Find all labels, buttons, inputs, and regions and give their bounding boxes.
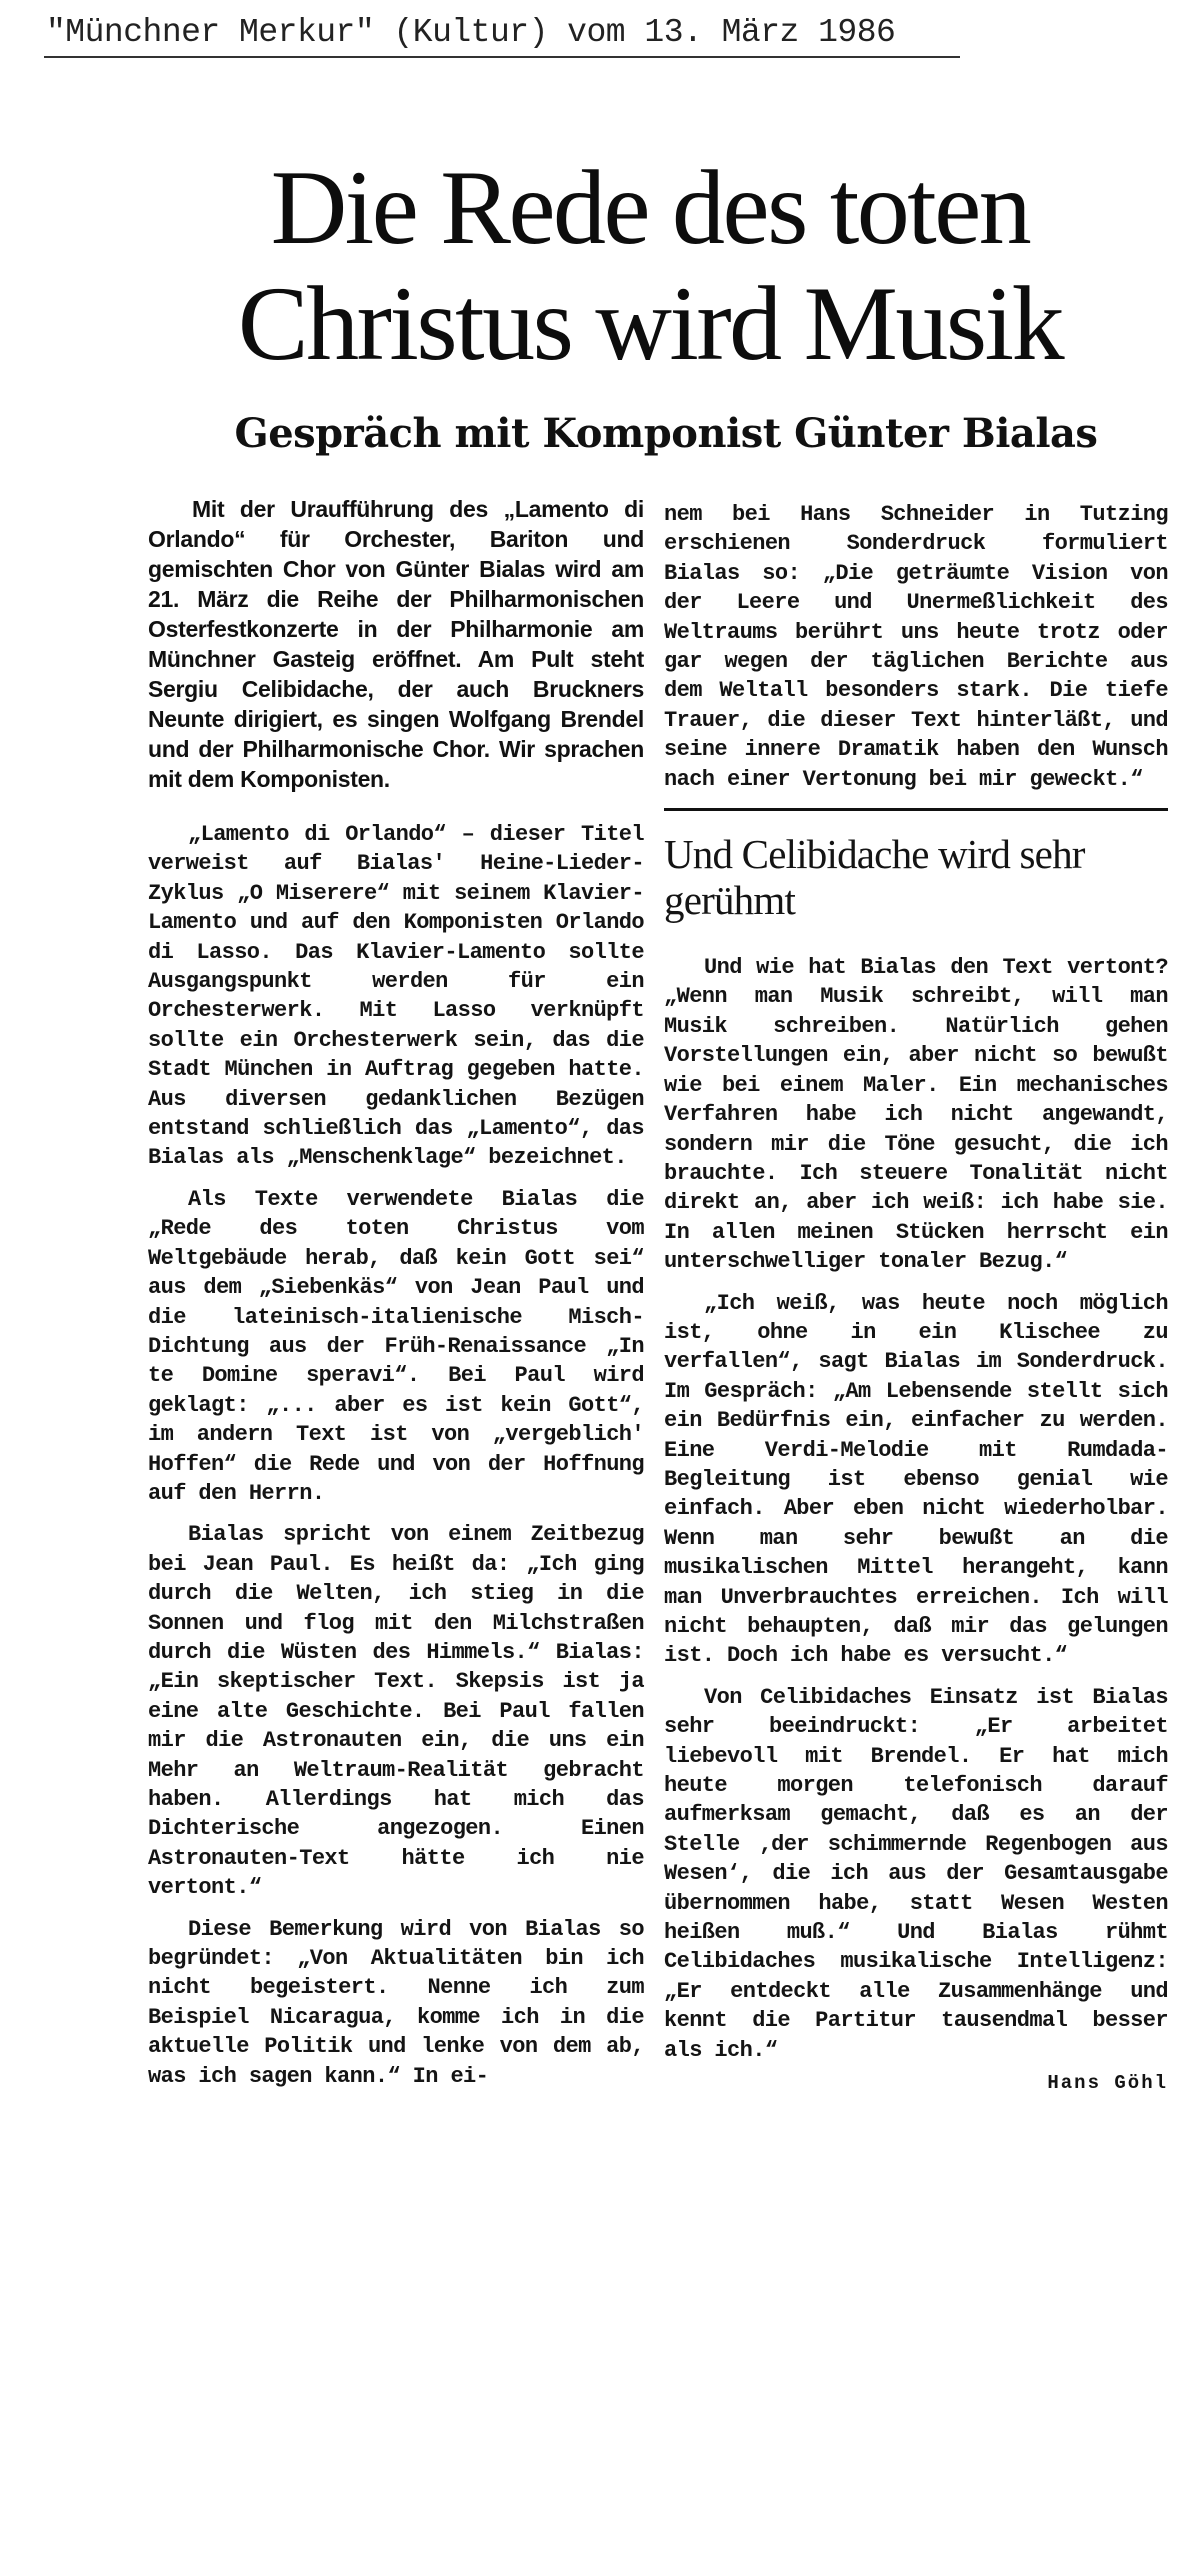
body-paragraph: Bialas spricht von einem Zeitbezug bei Jean Paul. Es heißt da: „Ich ging durch die Welten, ich stieg in die Sonnen und flog mit den Milchstraßen durch die Wüsten des Himmels.“ Bialas: „Ein skeptischer Text. Skepsis ist ja eine alte Geschichte. Bei Paul fallen mir die Astronauten ein, die uns ein Mehr an Weltraum-Realität gebracht haben. Allerdings hat mich das Dichterische angezogen. Einen Astronauten-Text hätte ich nie vertont.“ xyxy=(148,1522,644,1901)
section-divider xyxy=(664,808,1168,811)
body-paragraph: Von Celibidaches Einsatz ist Bialas sehr beeindruckt: „Er arbeitet liebevoll mit Brendel. Er hat mich heute morgen telefonisch darauf aufmerksam gemacht, daß es an der Stelle ‚der schimmernde Regenbogen aus Wesen‘, die ich aus der Gesamtausgabe übernommen habe, statt Wesen Westen heißen muß.“ Und Bialas rühmt Celibidaches musikalische Intelligenz: „Er entdeckt alle Zusammenhänge und kennt die Partitur tausendmal besser als ich.“ xyxy=(664,1684,1168,2063)
left-column xyxy=(148,820,644,2103)
section-heading: Und Celibidache wird sehr gerühmt xyxy=(664,831,1085,924)
right-column xyxy=(664,500,1168,2099)
body-paragraph: „Lamento di Orlando“ – dieser Titel verweist auf Bialas' Heine-Lieder-Zyklus „O Miserere“ mit seinem Klavier-Lamento und auf den Komponisten Orlando di Lasso. Das Klavier-Lamento sollte Ausgangspunkt werden für ein Orchesterwerk. Mit Lasso verknüpft sollte ein Orchesterwerk sein, das die Stadt München in Auftrag gegeben hatte. Aus diversen gedanklichen Bezügen entstand schließlich das „Lamento“, das Bialas als „Menschenklage“ bezeichnet. xyxy=(148,822,644,1171)
author-byline: Hans Göhl xyxy=(1047,2072,1168,2095)
body-paragraph: nem bei Hans Schneider in Tutzing erschienen Sonderdruck formuliert Bialas so: „Die geträumte Vision von der Leere und Unermeßlichkeit des Weltraums berührt uns heute trotz oder gar wegen der täglichen Berichte aus dem Weltall besonders stark. Die tiefe Trauer, die dieser Text hinterläßt, und seine innere Dramatik haben den Wunsch nach einer Vertonung bei mir geweckt.“ xyxy=(664,502,1168,792)
subtitle: Gespräch mit Komponist Günter Bialas xyxy=(234,410,1098,457)
source-underline xyxy=(44,56,960,58)
body-paragraph: Und wie hat Bialas den Text vertont? „Wenn man Musik schreibt, will man Musik schreiben. Natürlich gehen Vorstellungen ein, aber nicht so bewußt wie bei einem Maler. Ein mechanisches Verfahren habe ich nicht angewandt, sondern mir die Töne gesucht, die ich brauchte. Ich steuere Tonalität nicht direkt an, aber ich weiß: ich habe sie. In allen meinen Stücken herrscht ein unterschwelliger tonaler Bezug.“ xyxy=(664,955,1168,1275)
body-paragraph: Als Texte verwendete Bialas die „Rede des toten Christus vom Weltgebäude herab, daß kein Gott sei“ aus dem „Siebenkäs“ von Jean Paul und die lateinisch-italienische Misch-Dichtung aus der Früh-Renaissance „In te Domine speravi“. Bei Paul wird geklagt: „... aber es ist kein Gott“, im andern Text ist von „vergeblich' Hoffen“ die Rede und von der Hoffnung auf den Herrn. xyxy=(148,1186,644,1506)
body-paragraph: „Ich weiß, was heute noch möglich ist, ohne in ein Klischee zu verfallen“, sagt Bialas im Sonderdruck. Im Gespräch: „Am Lebensende stellt sich ein Bedürfnis ein, einfacher zu werden. Eine Verdi-Melodie mit Rumdada-Begleitung ist ebenso genial wie einfach. Aber eben nicht wiederholbar. Wenn man sehr bewußt an die musikalischen Mittel herangeht, kann man Unverbrauchtes erreichen. Ich will nicht behaupten, daß mir das gelungen ist. Doch ich habe es versucht.“ xyxy=(664,1290,1168,1669)
intro-paragraph: Mit der Uraufführung des „Lamento di Orlando“ für Orchester, Bariton und gemischten Chor von Günter Bialas wird am 21. März die Reihe der Philharmonischen Osterfestkonzerte in der Philharmonie am Münchner Gasteig eröffnet. Am Pult steht Sergiu Celibidache, der auch Bruckners Neunte dirigiert, es singen Wolfgang Brendel und der Philharmonische Chor. Wir sprachen mit dem Komponisten. xyxy=(148,496,644,792)
headline: Die Rede des toten Christus wird Musik xyxy=(237,149,1063,382)
source-line: "Münchner Merkur" (Kultur) vom 13. März 1986 xyxy=(46,14,896,51)
body-paragraph: Diese Bemerkung wird von Bialas so begründet: „Von Aktualitäten bin ich nicht begeistert. Nenne ich zum Beispiel Nicaragua, komme ich in die aktuelle Politik und lenke von dem ab, was ich sagen kann.“ In ei- xyxy=(148,1916,644,2089)
